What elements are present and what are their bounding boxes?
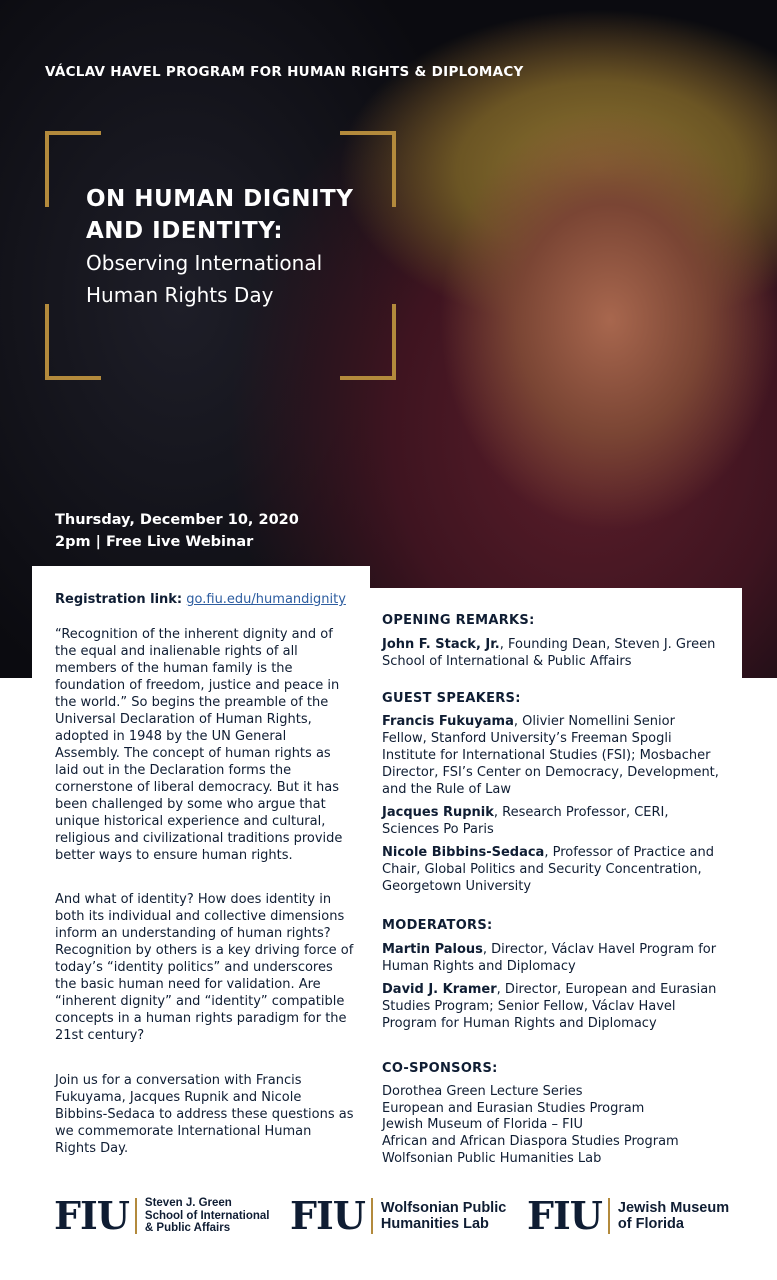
headline-line-2: AND IDENTITY: [86,218,284,244]
headline-line-3: Observing International [86,251,323,275]
moderators-heading: MODERATORS: [382,918,493,933]
speaker-role: , Research Professor, CERI, Sciences Po Paris [382,805,669,837]
speaker-entry [382,844,722,895]
cosponsors-heading: CO-SPONSORS: [382,1061,498,1076]
speaker-name: Jacques Rupnik [382,805,494,820]
speaker-name: Martin Palous [382,942,483,957]
logo-jewish-museum [527,1192,729,1240]
speaker-name: David J. Kramer [382,982,497,997]
registration-line [55,592,346,607]
registration-label: Registration link: [55,592,183,607]
logo-text-line: Steven J. Green [144,1197,232,1210]
event-headline [86,183,353,311]
cosponsors-list [382,1084,679,1168]
speaker-role: , Director, European and Eurasian Studies Program; Senior Fellow, Václav Havel Program for Human Rights and Diplomacy [382,982,717,1031]
event-time: 2pm | Free Live Webinar [55,534,254,550]
fiu-logo-mark: FIU [54,1193,129,1238]
headline-line-1: ON HUMAN DIGNITY [86,186,354,212]
frame-corner-bottom-right [340,304,396,380]
body-paragraph-2: And what of identity? How does identity in both its individual and collective dimensions inform an understanding of human rights? Recognition by others is a key driving force of today’s “identity politics” and underscores the basic human need for validation. Are “inherent dignity” and “identity” compatible concepts in a human rights paradigm for the 21st century? [55,892,354,1043]
logo-divider [371,1198,373,1234]
cosponsor-item: Dorothea Green Lecture Series [382,1084,583,1099]
logo-divider [135,1198,137,1234]
speaker-entry [382,636,722,670]
logo-text [618,1200,729,1232]
event-date: Thursday, December 10, 2020 [55,512,299,528]
logo-text-line: of Florida [617,1216,684,1232]
logo-text-line: Humanities Lab [380,1216,489,1232]
speaker-entry [382,941,722,975]
frame-corner-bottom-left [45,304,101,380]
logo-wolfsonian [290,1192,506,1240]
speaker-entry [382,804,722,838]
speaker-entry [382,713,722,798]
speaker-role: , Founding Dean, Steven J. Green School of International & Public Affairs [382,637,716,669]
cosponsor-item: European and Eurasian Studies Program [382,1100,645,1116]
speaker-role: , Olivier Nomellini Senior Fellow, Stanford University’s Freeman Spogli Institute for International Studies (FSI); Mosbacher Director, FSI’s Center on Democracy, Development, and the Rule of Law [382,714,719,797]
logo-text-line: School of International [144,1209,270,1222]
logo-text-line: Wolfsonian Public [380,1200,507,1216]
registration-link[interactable]: go.fiu.edu/humandignity [186,592,346,607]
guest-speakers-heading: GUEST SPEAKERS: [382,691,521,706]
program-title: VÁCLAV HAVEL PROGRAM FOR HUMAN RIGHTS & DIPLOMACY [45,64,524,80]
fiu-logo-mark: FIU [527,1193,602,1238]
logo-divider [608,1198,610,1234]
speaker-name: Francis Fukuyama [382,714,514,729]
body-paragraph-1: “Recognition of the inherent dignity and of the equal and inalienable rights of all members of the human family is the foundation of freedom, justice and peace in the world.” So begins the preamble of the Universal Declaration of Human Rights, adopted in 1948 by the UN General Assembly. The concept of human rights as laid out in the Declaration forms the cornerstone of liberal democracy. But it has been challenged by some who argue that unique historical experience and cultural, religious and civilizational traditions provide better ways to ensure human rights. [55,627,343,863]
cosponsor-item: Wolfsonian Public Humanities Lab [382,1150,602,1166]
cosponsor-item: Jewish Museum of Florida – FIU [382,1117,583,1133]
speaker-name: Nicole Bibbins-Sedaca [382,845,545,860]
speaker-entry [382,981,722,1032]
speaker-role: , Director, Václav Havel Program for Human Rights and Diplomacy [382,942,717,974]
logo-text [381,1200,506,1232]
headline-line-4: Human Rights Day [86,283,274,307]
body-paragraph-3: Join us for a conversation with Francis Fukuyama, Jacques Rupnik and Nicole Bibbins-Sedaca to address these questions as we commemorate International Human Rights Day. [55,1073,354,1156]
opening-remarks-heading: OPENING REMARKS: [382,613,535,628]
logo-text [145,1197,270,1235]
logo-green-school [54,1192,270,1240]
logo-text-line: & Public Affairs [144,1222,231,1235]
cosponsor-item: African and African Diaspora Studies Program [382,1134,679,1150]
fiu-logo-mark: FIU [290,1193,365,1238]
logo-text-line: Jewish Museum [617,1200,730,1216]
speaker-name: John F. Stack, Jr. [382,637,500,652]
speaker-role: , Professor of Practice and Chair, Global Politics and Security Concentration, Georgetown University [382,845,714,894]
